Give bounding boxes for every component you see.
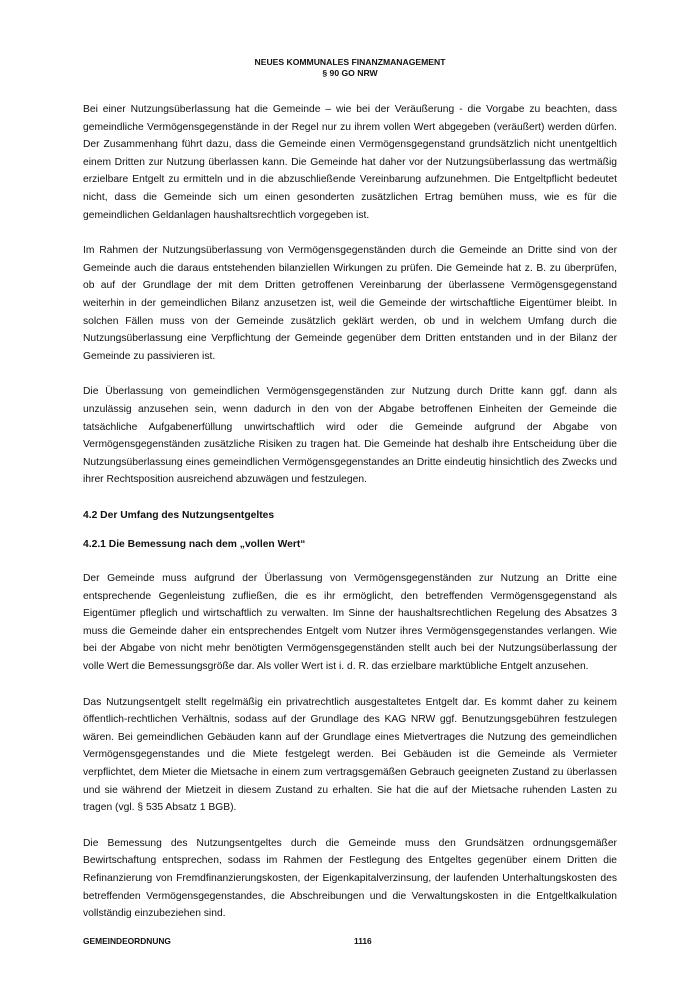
paragraph: Das Nutzungsentgelt stellt regelmäßig ein privatrechtlich ausgestaltetes Entgelt dar. Es kommt daher zu keinem öffentlich-rechtlichen Verhältnis, sodass auf der Grundlage des KAG NRW ggf. Benutzungsgebühren festzulegen wären. Bei gemeindlichen Gebäuden kann auf der Grundlage eines Mietvertrages die Nutzung des gemeindlichen Vermögensgegenstandes und die Miete festgelegt werden. Bei Gebäuden ist die Gemeinde als Vermieter verpflichtet, dem Mieter die Mietsache in einem zum vertragsgemäßen Gebrauch geeigneten Zustand zu überlassen und sie während der Mietzeit in diesem Zustand zu erhalten. Sie hat die auf der Mietsache ruhenden Lasten zu tragen (vgl. § 535 Absatz 1 BGB). bbox=[83, 696, 617, 814]
header-section: § 90 GO NRW bbox=[322, 68, 378, 78]
header-title: NEUES KOMMUNALES FINANZMANAGEMENT bbox=[254, 57, 446, 67]
subsection-heading: 4.2.1 Die Bemessung nach dem „vollen Wert“ bbox=[83, 539, 306, 551]
page-header bbox=[0, 57, 700, 79]
paragraph: Der Gemeinde muss aufgrund der Überlassung von Vermögensgegenständen zur Nutzung an Dritte eine entsprechende Gegenleistung zufließen, die es ihr ermöglicht, den betreffenden Vermögensgegenstand als Eigentümer pfleglich und wirtschaftlich zu verwalten. Im Sinne der haushaltsrechtlichen Regelung des Absatzes 3 muss die Gemeinde daher ein entsprechendes Entgelt vom Nutzer ihres Vermögensgegenstandes verlangen. Wie bei der Abgabe von nicht mehr benötigten Vermögensgegenständen stellt auch bei der Nutzungsüberlassung der volle Wert die Bemessungsgröße dar. Als voller Wert ist i. d. R. das erzielbare marktübliche Entgelt anzusehen. bbox=[83, 573, 617, 673]
document-body bbox=[83, 101, 617, 941]
paragraph: Bei einer Nutzungsüberlassung hat die Gemeinde – wie bei der Veräußerung - die Vorgabe zu beachten, dass gemeindliche Vermögensgegenstände in der Regel nur zu ihrem vollen Wert abgegeben (veräußert) werden dürfen. Der Zusammenhang führt dazu, dass die Gemeinde einen Vermögensgegenstand grundsätzlich nicht unentgeltlich einem Dritten zur Nutzung überlassen kann. Die Gemeinde hat daher vor der Nutzungsüberlassung das wertmäßig erzielbare Entgelt zu ermitteln und in die abzuschließende Vereinbarung aufzunehmen. Die Entgeltpflicht bedeutet nicht, dass die Gemeinde sich um einen gesonderten zusätzlichen Ertrag bemühen muss, wie es für die gemeindlichen Geldanlagen haushaltsrechtlich vorgegeben ist. bbox=[83, 104, 617, 221]
section-heading: 4.2 Der Umfang des Nutzungsentgeltes bbox=[83, 509, 275, 521]
paragraph: Die Bemessung des Nutzungsentgeltes durch die Gemeinde muss den Grundsätzen ordnungsgemäßer Bewirtschaftung entsprechen, sodass im Rahmen der Festlegung des Entgeltes gegenüber einem Dritten die Refinanzierung von Fremdfinanzierungskosten, der Eigenkapitalverzinsung, der laufenden Unterhaltungskosten des betreffenden Vermögensgegenstandes, die Abschreibungen und die Verwaltungskosten in die Entgeltkalkulation vollständig einzubeziehen sind. bbox=[83, 837, 617, 920]
paragraph: Im Rahmen der Nutzungsüberlassung von Vermögensgegenständen durch die Gemeinde an Dritte sind von der Gemeinde auch die daraus entstehenden bilanziellen Wirkungen zu prüfen. Die Gemeinde hat z. B. zu überprüfen, ob auf der Grundlage der mit dem Dritten getroffenen Vereinbarung der überlassene Vermögensgegenstand weiterhin in der gemeindlichen Bilanz anzusetzen ist, weil die Gemeinde der wirtschaftliche Eigentümer bleibt. In solchen Fällen muss von der Gemeinde zusätzlich geklärt werden, ob und in welchem Umfang durch die Nutzungsüberlassung eine Verpflichtung der Gemeinde gegenüber dem Dritten entstanden und in der Bilanz der Gemeinde zu passivieren ist. bbox=[83, 245, 617, 362]
page-footer bbox=[83, 936, 617, 948]
footer-title: GEMEINDEORDNUNG bbox=[83, 936, 171, 946]
paragraph: Die Überlassung von gemeindlichen Vermögensgegenständen zur Nutzung durch Dritte kann ggf. dann als unzulässig anzusehen sein, wenn dadurch in den von der Abgabe betroffenen Einheiten der Gemeinde die tatsächliche Aufgabenerfüllung unwirtschaftlich wird oder die Gemeinde aufgrund der Abgabe von Vermögensgegenständen zusätzliche Risiken zu tragen hat. Die Gemeinde hat deshalb ihre Entscheidung über die Nutzungsüberlassung eines gemeindlichen Vermögensgegenstandes an Dritte eindeutig hinsichtlich des Zwecks und ihrer Rechtsposition ausreichend abzuwägen und festzulegen. bbox=[83, 386, 617, 486]
page-number: 1116 bbox=[354, 936, 372, 946]
